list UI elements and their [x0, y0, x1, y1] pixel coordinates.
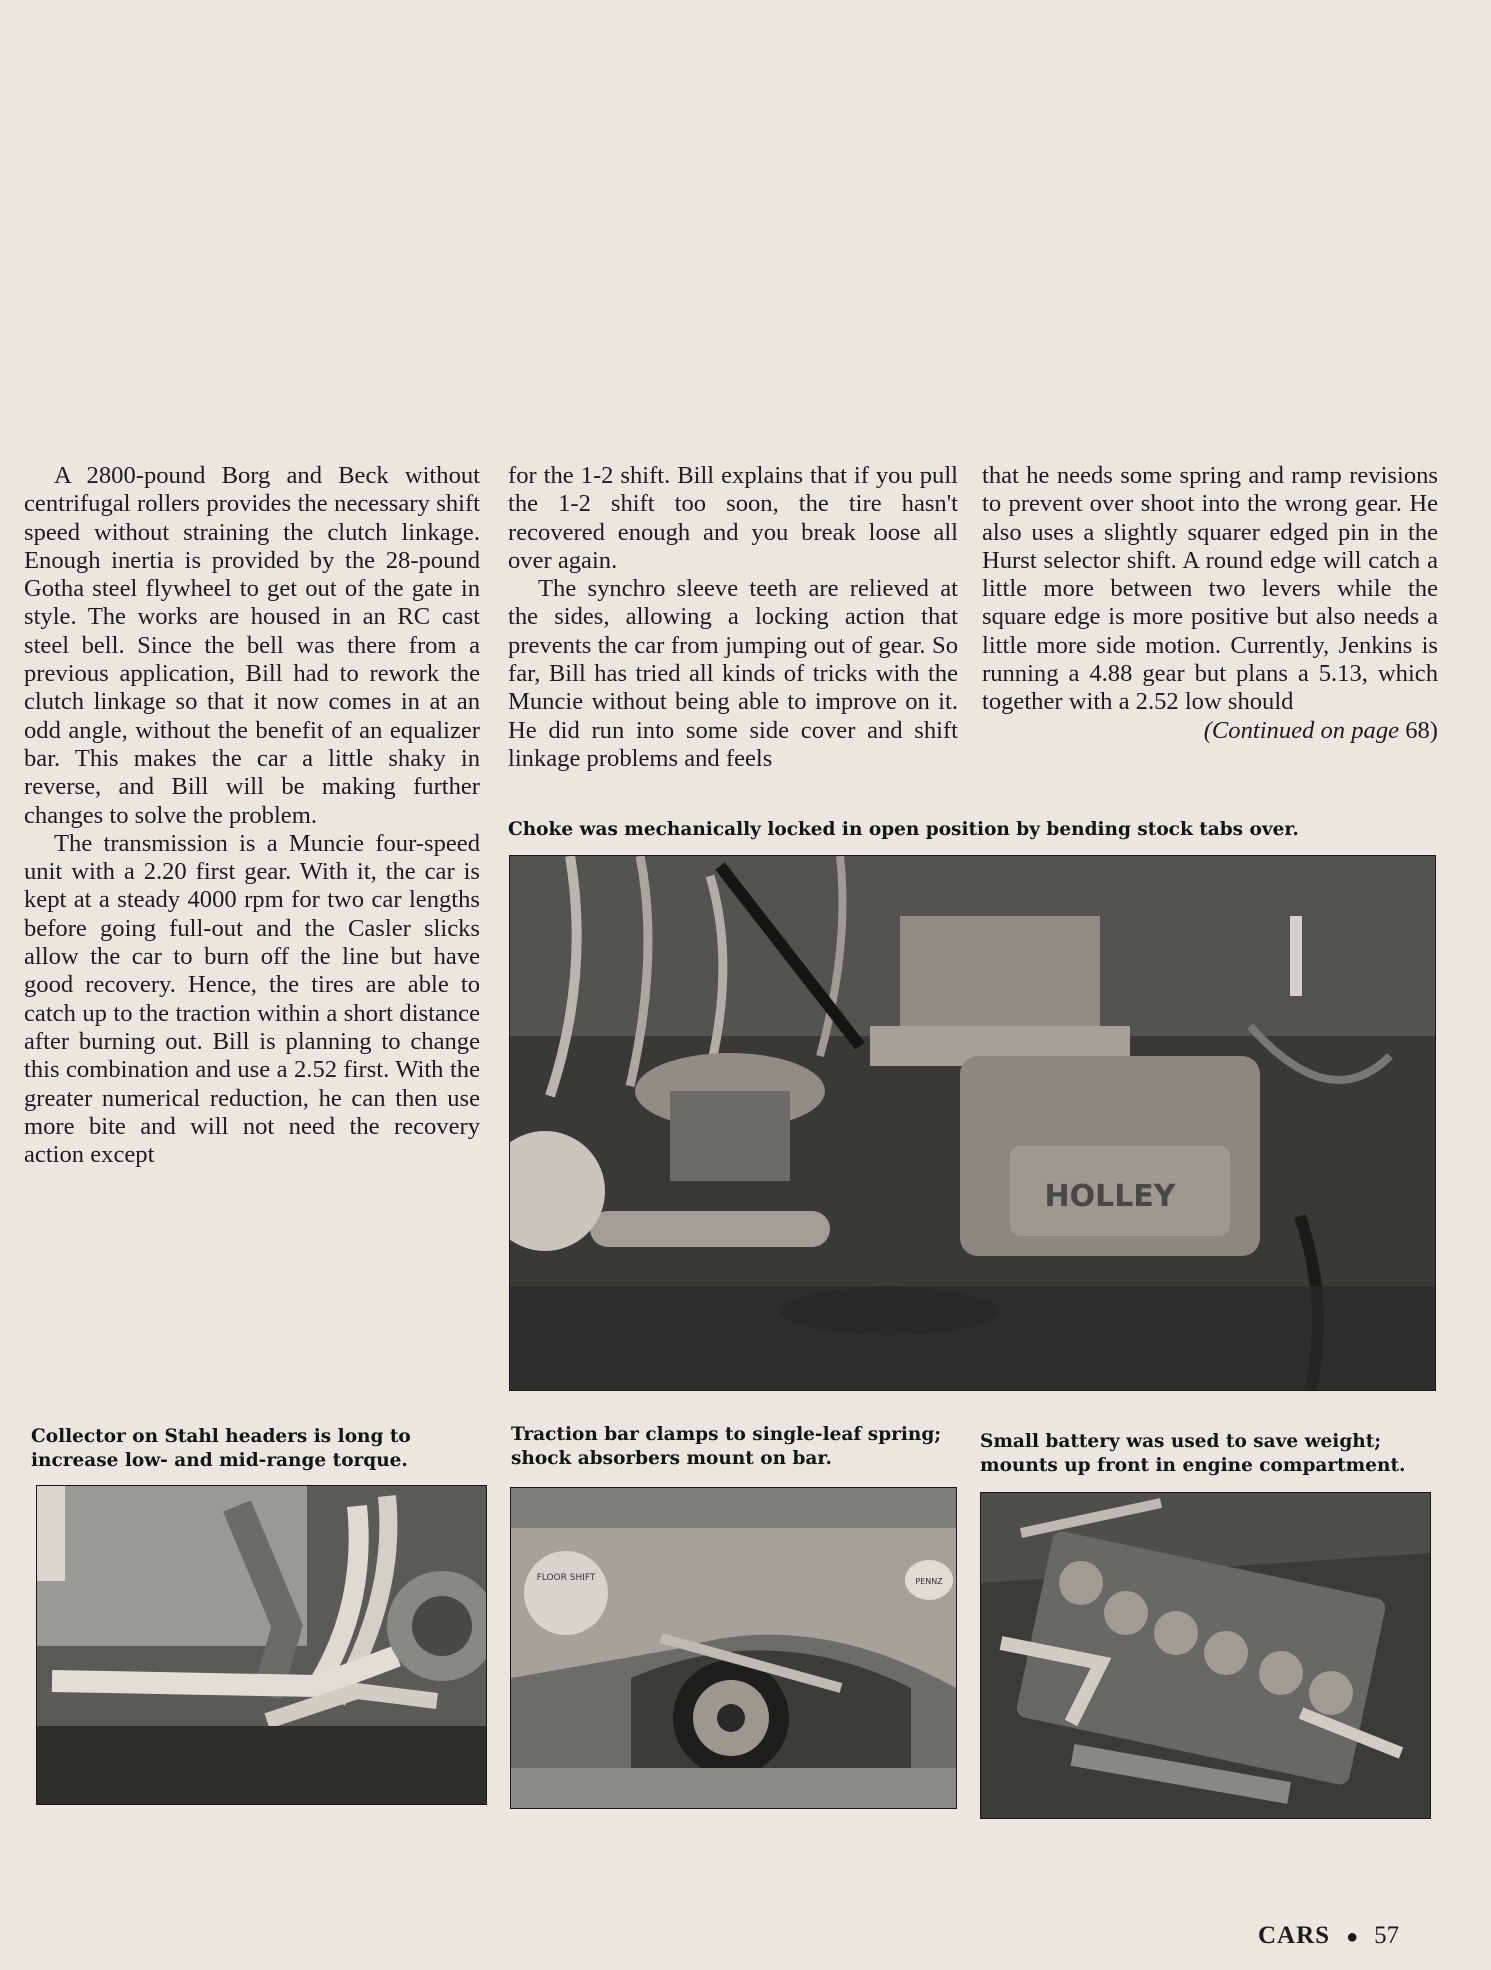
battery-caption: Small battery was used to save weight; mounts up front in engine compartment.: [980, 1431, 1406, 1476]
holley-logo-text: HOLLEY: [1044, 1179, 1176, 1214]
carburetor-image: [510, 856, 1435, 1390]
bullet-separator: ●: [1346, 1926, 1359, 1948]
headers-image: [37, 1486, 486, 1804]
article-column-3: [982, 462, 1438, 745]
traction-bar-photo: [510, 1487, 957, 1809]
traction-bar-caption: Traction bar clamps to single-leaf spring; shock absorbers mount on bar.: [511, 1424, 942, 1469]
paragraph-text: that he needs some spring and ramp revisions to prevent over shoot into the wrong gear. He also uses a slightly squarer edged pin in the Hurst selector shift. A round edge will catch a little more between two levers while the square edge is more positive but also needs a little more side motion. Currently, Jenkins is running a 4.88 gear but plans a 5.13, which together with a 2.52 low should: [982, 462, 1438, 716]
paragraph: [982, 462, 1438, 744]
article-column-1: [24, 462, 480, 1169]
carburetor-photo: [509, 855, 1436, 1391]
article-column-2: [508, 462, 958, 773]
paragraph: A 2800-pound Borg and Beck without centrifugal rollers provides the necessary shift speed without straining the clutch linkage. Enough inertia is provided by the 28-pound Gotha steel flywheel to get out of the gate in style. The works are housed in an RC cast steel bell. Since the bell was there from a previous application, Bill had to rework the clutch linkage so that it now comes in at an odd angle, without the benefit of an equalizer bar. This makes the car a little shaky in reverse, and Bill will be making further changes to solve the problem.: [24, 462, 480, 829]
paragraph: The synchro sleeve teeth are relieved at the sides, allowing a locking action that prevents the car from jumping out of gear. So far, Bill has tried all kinds of tricks with the Muncie without being able to improve on it. He did run into some side cover and shift linkage problems and feels: [508, 575, 958, 772]
battery-image: [981, 1493, 1430, 1818]
paragraph: The transmission is a Muncie four-speed unit with a 2.20 first gear. With it, the car is kept at a steady 4000 rpm for two car lengths before going full-out and the Casler slicks allow the car to burn off the line but have good recovery. Hence, the tires are able to catch up to the traction within a short distance after burning out. Bill is planning to change this combination and use a 2.52 first. With the greater numerical reduction, he can then use more bite and will not need the recovery action except: [24, 829, 480, 1169]
continued-notice: (Continued on page 68): [1203, 716, 1438, 744]
paragraph: for the 1-2 shift. Bill explains that if you pull the 1-2 shift too soon, the tire hasn't recovered enough and you break loose all over again.: [508, 462, 958, 574]
floor-shift-decal-text: FLOOR SHIFT: [536, 1573, 596, 1583]
magazine-name: CARS: [1258, 1922, 1331, 1949]
traction-bar-image: [511, 1488, 956, 1808]
headers-caption: Collector on Stahl headers is long to increase low- and mid-range torque.: [31, 1426, 411, 1471]
pennzoil-decal-text: PENNZ: [915, 1577, 943, 1586]
page-number: 57: [1374, 1922, 1400, 1949]
battery-photo: [980, 1492, 1431, 1819]
headers-photo: [36, 1485, 487, 1805]
page-footer: [1258, 1922, 1399, 1950]
carburetor-caption: Choke was mechanically locked in open position by bending stock tabs over.: [508, 819, 1299, 840]
